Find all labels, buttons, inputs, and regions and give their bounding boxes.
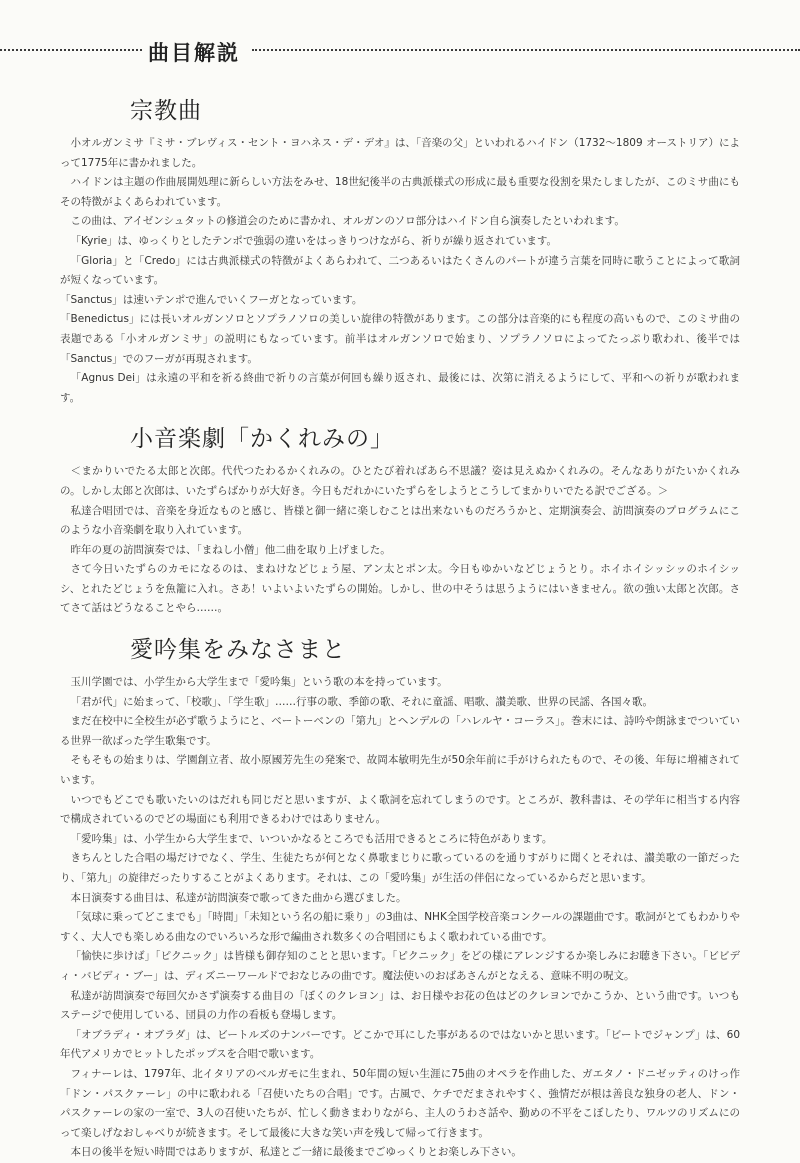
section-title: 宗教曲	[130, 98, 202, 124]
paragraph: ＜まかりいでたる太郎と次郎。代代つたわるかくれみの。ひとたび着ればあら不思議？姿は見えぬかくれみの。そんなありがたいかくれみの。しかし太郎と次郎は、いたずらばかりが大好き。今日もだれかにいたずらをしようとこうしてまかりいでたる訳でござる。＞	[60, 465, 740, 497]
paragraph: 私達合唱団では、音楽を身近なものと感じ、皆様と御一緒に楽しむことは出来ないものだろうかと、定期演奏会、訪問演奏のプログラムにこのような小音楽劇を取り入れています。	[60, 504, 740, 537]
paragraph: 小オルガンミサ『ミサ・ブレヴィス・セント・ヨハネス・デ・デオ』は、「音楽の父」といわれるハイドン（1732〜1809 オーストリア）によって1775年に書かれました。	[60, 137, 740, 169]
header-rule-left	[0, 49, 142, 51]
section-music-play	[60, 424, 740, 619]
section-religious-music	[60, 96, 740, 408]
section-title: 小音楽劇「かくれみの」	[130, 426, 394, 453]
document-body	[60, 96, 740, 1163]
header-rule-right	[252, 49, 800, 51]
paragraph: フィナーレは、1797年、北イタリアのベルガモに生まれ、50年間の短い生涯に75曲のオペラを作曲した、ガエタノ・ドニゼッティのけっ作「ドン・パスクァーレ」の中に歌われる「召使いたちの合唱」です。古風で、ケチでだまされやすく、強情だが根は善良な独身の老人、ドン・パスクァーレの家の一室で、3人の召使いたちが、忙しく動きまわりながら、主人のうわさ話や、勤めの不平をこぼしたり、ワルツのリズムにのって楽しげなおしゃべりが続きます。そして最後に大きな笑い声を残して帰って行きます。	[60, 1067, 740, 1139]
section-aiginshu	[60, 635, 740, 1163]
paragraph: 本日演奏する曲目は、私達が訪問演奏で歌ってきた曲から選びました。	[70, 891, 407, 904]
paragraph: 本日の後半を短い時間ではありますが、私達とご一緒に最後までごゆっくりとお楽しみ下さい。	[70, 1146, 522, 1159]
paragraph: 「オブラディ・オブラダ」は、ビートルズのナンバーです。どこかで耳にした事があるのではないかと思います。「ビートでジャンプ」は、60年代アメリカでヒットしたポップスを合唱で歌います。	[60, 1028, 740, 1061]
paragraph: 「Agnus Dei」は永遠の平和を祈る終曲で祈りの言葉が何回も繰り返され、最後には、次第に消えるようにして、平和への祈りが歌われます。	[60, 372, 740, 404]
paragraph: この曲は、アイゼンシュタットの修道会のために書かれ、オルガンのソロ部分はハイドン自ら演奏したといわれます。	[70, 215, 625, 228]
paragraph: まだ在校中に全校生が必ず歌うようにと、ベートーベンの「第九」とヘンデルの「ハレルヤ・コーラス」。巻末には、詩吟や朗詠までついている世界一欲ばった学生歌集です。	[60, 715, 740, 747]
page-header	[0, 38, 800, 65]
page-title: 曲目解説	[148, 41, 240, 65]
paragraph: 「Gloria」と「Credo」には古典派様式の特徴がよくあらわれて、二つあるいはたくさんのパートが違う言葉を同時に歌うことによって歌詞が短くなっています。	[60, 254, 740, 287]
paragraph: きちんとした合唱の場だけでなく、学生、生徒たちが何となく鼻歌まじりに歌っているのを通りすがりに聞くとそれは、讃美歌の一節だったり、「第九」の旋律だったりすることがよくあります。それは、この「愛吟集」が生活の伴侶になっているからだと思います。	[60, 852, 740, 884]
paragraph: 「愛吟集」は、小学生から大学生まで、いついかなるところでも活用できるところに特色があります。	[70, 832, 553, 845]
paragraph: ハイドンは主題の作曲展開処理に新らしい方法をみせ、18世紀後半の古典派様式の形成に最も重要な役割を果たしましたが、このミサ曲にもその特徴がよくあらわれています。	[60, 176, 740, 208]
section-title: 愛吟集をみなさまと	[130, 637, 346, 664]
paragraph: 私達が訪問演奏で毎回欠かさず演奏する曲目の「ぼくのクレヨン」は、お日様やお花の色はどのクレヨンでかこうか、という曲です。いつもステージで使用している、団員の力作の看板も登場します。	[60, 989, 740, 1022]
paragraph: 「愉快に歩けば」「ピクニック」は皆様も御存知のことと思います。「ピクニック」をどの様にアレンジするか楽しみにお聴き下さい。「ビビディ・バビディ・ブー」は、ディズニーワールドでおなじみの曲です。魔法使いのおばあさんがとなえる、意味不明の呪文。	[60, 950, 740, 982]
paragraph: 「Sanctus」は速いテンポで進んでいくフーガとなっています。	[60, 293, 363, 306]
paragraph: さて今日いたずらのカモになるのは、まねけなどじょう屋、アン太とポン太。今日もゆかいなどじょうとり。ホイホイシッシッのホイシッシ、とれたどじょうを魚籠に入れ。さあ！いよいよいたずらの開始。しかし、世の中そうは思うようにはいきません。欲の強い太郎と次郎。さてさて話はどうなることやら……。	[60, 563, 740, 615]
paragraph: 「気球に乗ってどこまでも」「時間」「未知という名の船に乗り」の3曲は、NHK全国学校音楽コンクールの課題曲です。歌詞がとてもわかりやすく、大人でも楽しめる曲なのでいろいろな形で編曲され数多くの合唱団にもよく歌われている曲です。	[60, 911, 740, 943]
paragraph: 玉川学園では、小学生から大学生まで「愛吟集」という歌の本を持っています。	[70, 676, 448, 689]
paragraph: 「君が代」に始まって、「校歌」、「学生歌」……行事の歌、季節の歌、それに童謡、唱歌、讃美歌、世界の民謡、各国々歌。	[70, 695, 654, 708]
paragraph: そもそもの始まりは、学園創立者、故小原國芳先生の発案で、故岡本敏明先生が50余年前に手がけられたもので、その後、年毎に増補されています。	[60, 754, 740, 787]
paragraph: 「Kyrie」は、ゆっくりとしたテンポで強弱の違いをはっきりつけながら、祈りが繰り返されています。	[70, 234, 558, 247]
paragraph: いつでもどこでも歌いたいのはだれも同じだと思いますが、よく歌詞を忘れてしまうのです。ところが、教科書は、その学年に相当する内容で構成されているのでどの場面にも利用できるわけではありません。	[60, 793, 740, 826]
paragraph: 「Benedictus」には長いオルガンソロとソプラノソロの美しい旋律の特徴があります。この部分は音楽的にも程度の高いもので、このミサ曲の表題である「小オルガンミサ」の説明にもなっています。前半はオルガンソロで始まり、ソプラノソロによってたっぷり歌われ、後半では「Sanctus」でのフーガが再現されます。	[60, 313, 740, 365]
paragraph: 昨年の夏の訪問演奏では、「まねし小僧」他二曲を取り上げました。	[70, 543, 391, 556]
